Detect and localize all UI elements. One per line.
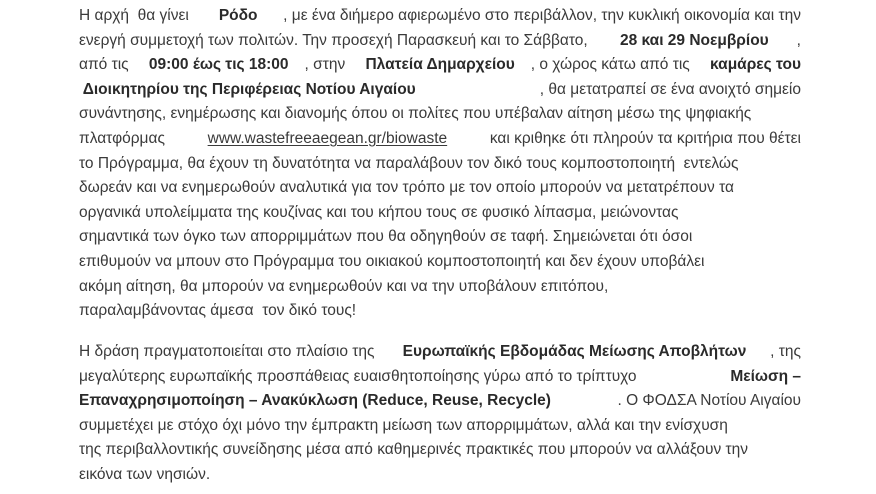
text-line: ακόμη αίτηση, θα μπορούν να ενημερωθούν και να την υποβάλουν επιτόπου, [79, 277, 609, 295]
text-line: συνάντησης, ενημέρωσης και διανομής όπου οι πολίτες που υπέβαλαν αίτηση μέσω της ψηφιακής [79, 105, 752, 123]
text-run: ενεργή συμμετοχή των πολιτών. Την προσεχή Παρασκευή και το Σάββατο, [79, 31, 593, 49]
text-run: πλατφόρμας [79, 129, 174, 147]
bold-location-square: Πλατεία Δημαρχείου [365, 56, 515, 74]
text-run: , της [770, 343, 801, 360]
bold-event-dates: 28 και 29 Νοεμβρίου [619, 31, 769, 49]
text-run: , ο χώρος κάτω από τις [530, 56, 695, 74]
paragraph-waste-week [79, 340, 801, 488]
bold-place-rhodes: Ρόδο [218, 7, 258, 24]
bold-event-hours: 09:00 έως τις 18:00 [148, 56, 289, 74]
text-run: μεγαλύτερης ευρωπαϊκής προσπάθειας ευαισθητοποίησης γύρω από το τρίπτυχο [79, 367, 641, 385]
bold-location-building: Διοικητηρίου της Περιφέρειας Νοτίου Αιγαίου [79, 80, 416, 98]
text-run: Η αρχή θα γίνει [79, 7, 194, 24]
text-line [79, 78, 801, 103]
text-run: από τις [79, 56, 133, 74]
text-line: το Πρόγραμμα, θα έχουν τη δυνατότητα να παραλάβουν τον δικό τους κομποστοποιητή εντελώς [79, 154, 739, 172]
text-run: , στην [304, 56, 350, 74]
text-line: οργανικά υπολείμματα της κουζίνας και του κήπου τους σε φυσικό λίπασμα, μειώνοντας [79, 203, 679, 221]
text-line [79, 29, 801, 54]
text-line [79, 127, 801, 152]
text-run: και κριθηκε ότι πληρούν τα κριτήρια που θέτει [481, 129, 801, 147]
bold-triptych-rest: Επαναχρησιμοποίηση – Ανακύκλωση (Reduce, Reuse, Recycle) [79, 392, 551, 410]
text-line [79, 4, 801, 29]
text-run: . Ο ΦΟΔΣΑ Νοτίου Αιγαίου [617, 392, 801, 410]
text-line: συμμετέχει με στόχο όχι μόνο την έμπρακτη μείωση των απορριμμάτων, αλλά και την ενίσχυση [79, 416, 728, 434]
bold-ewwr-name: Ευρωπαϊκής Εβδομάδας Μείωσης Αποβλήτων [402, 343, 747, 360]
text-line: επιθυμούν να μπουν στο Πρόγραμμα του οικιακού κομποστοποιητή και δεν έχουν υποβάλει [79, 252, 705, 270]
text-run: , θα μετατραπεί σε ένα ανοιχτό σημείο [539, 80, 801, 98]
bold-location-arcades: καμάρες του [710, 56, 801, 74]
text-line: εικόνα των νησιών. [79, 465, 211, 483]
text-line [79, 53, 801, 78]
text-line: παραλαμβάνοντας άμεσα τον δικό τους! [79, 302, 357, 320]
text-line [79, 389, 801, 414]
text-line: δωρεάν και να ενημερωθούν αναλυτικά για τον τρόπο με τον οποίο μπορούν να μετατρέπουν τα [79, 179, 734, 197]
bold-triptych-start: Μείωση – [730, 367, 801, 385]
text-line [79, 365, 801, 390]
text-run: , [796, 31, 801, 49]
text-line [79, 340, 801, 365]
paragraph-event-rhodes [79, 4, 801, 324]
text-line: της περιβαλλοντικής συνείδησης μέσα από καθημερινές πρακτικές που μπορούν να αλλάξουν την [79, 441, 748, 459]
biowaste-platform-link[interactable]: www.wastefreeaegean.gr/biowaste [207, 129, 448, 147]
text-line: σημαντικά των όγκο των απορριμμάτων που θα οδηγηθούν σε ταφή. Σημειώνεται ότι όσοι [79, 228, 693, 246]
text-run: , με ένα διήμερο αφιερωμένο στο περιβάλλον, την κυκλική οικονομία και την [283, 7, 801, 24]
text-run: Η δράση πραγματοποιείται στο πλαίσιο της [79, 343, 379, 360]
